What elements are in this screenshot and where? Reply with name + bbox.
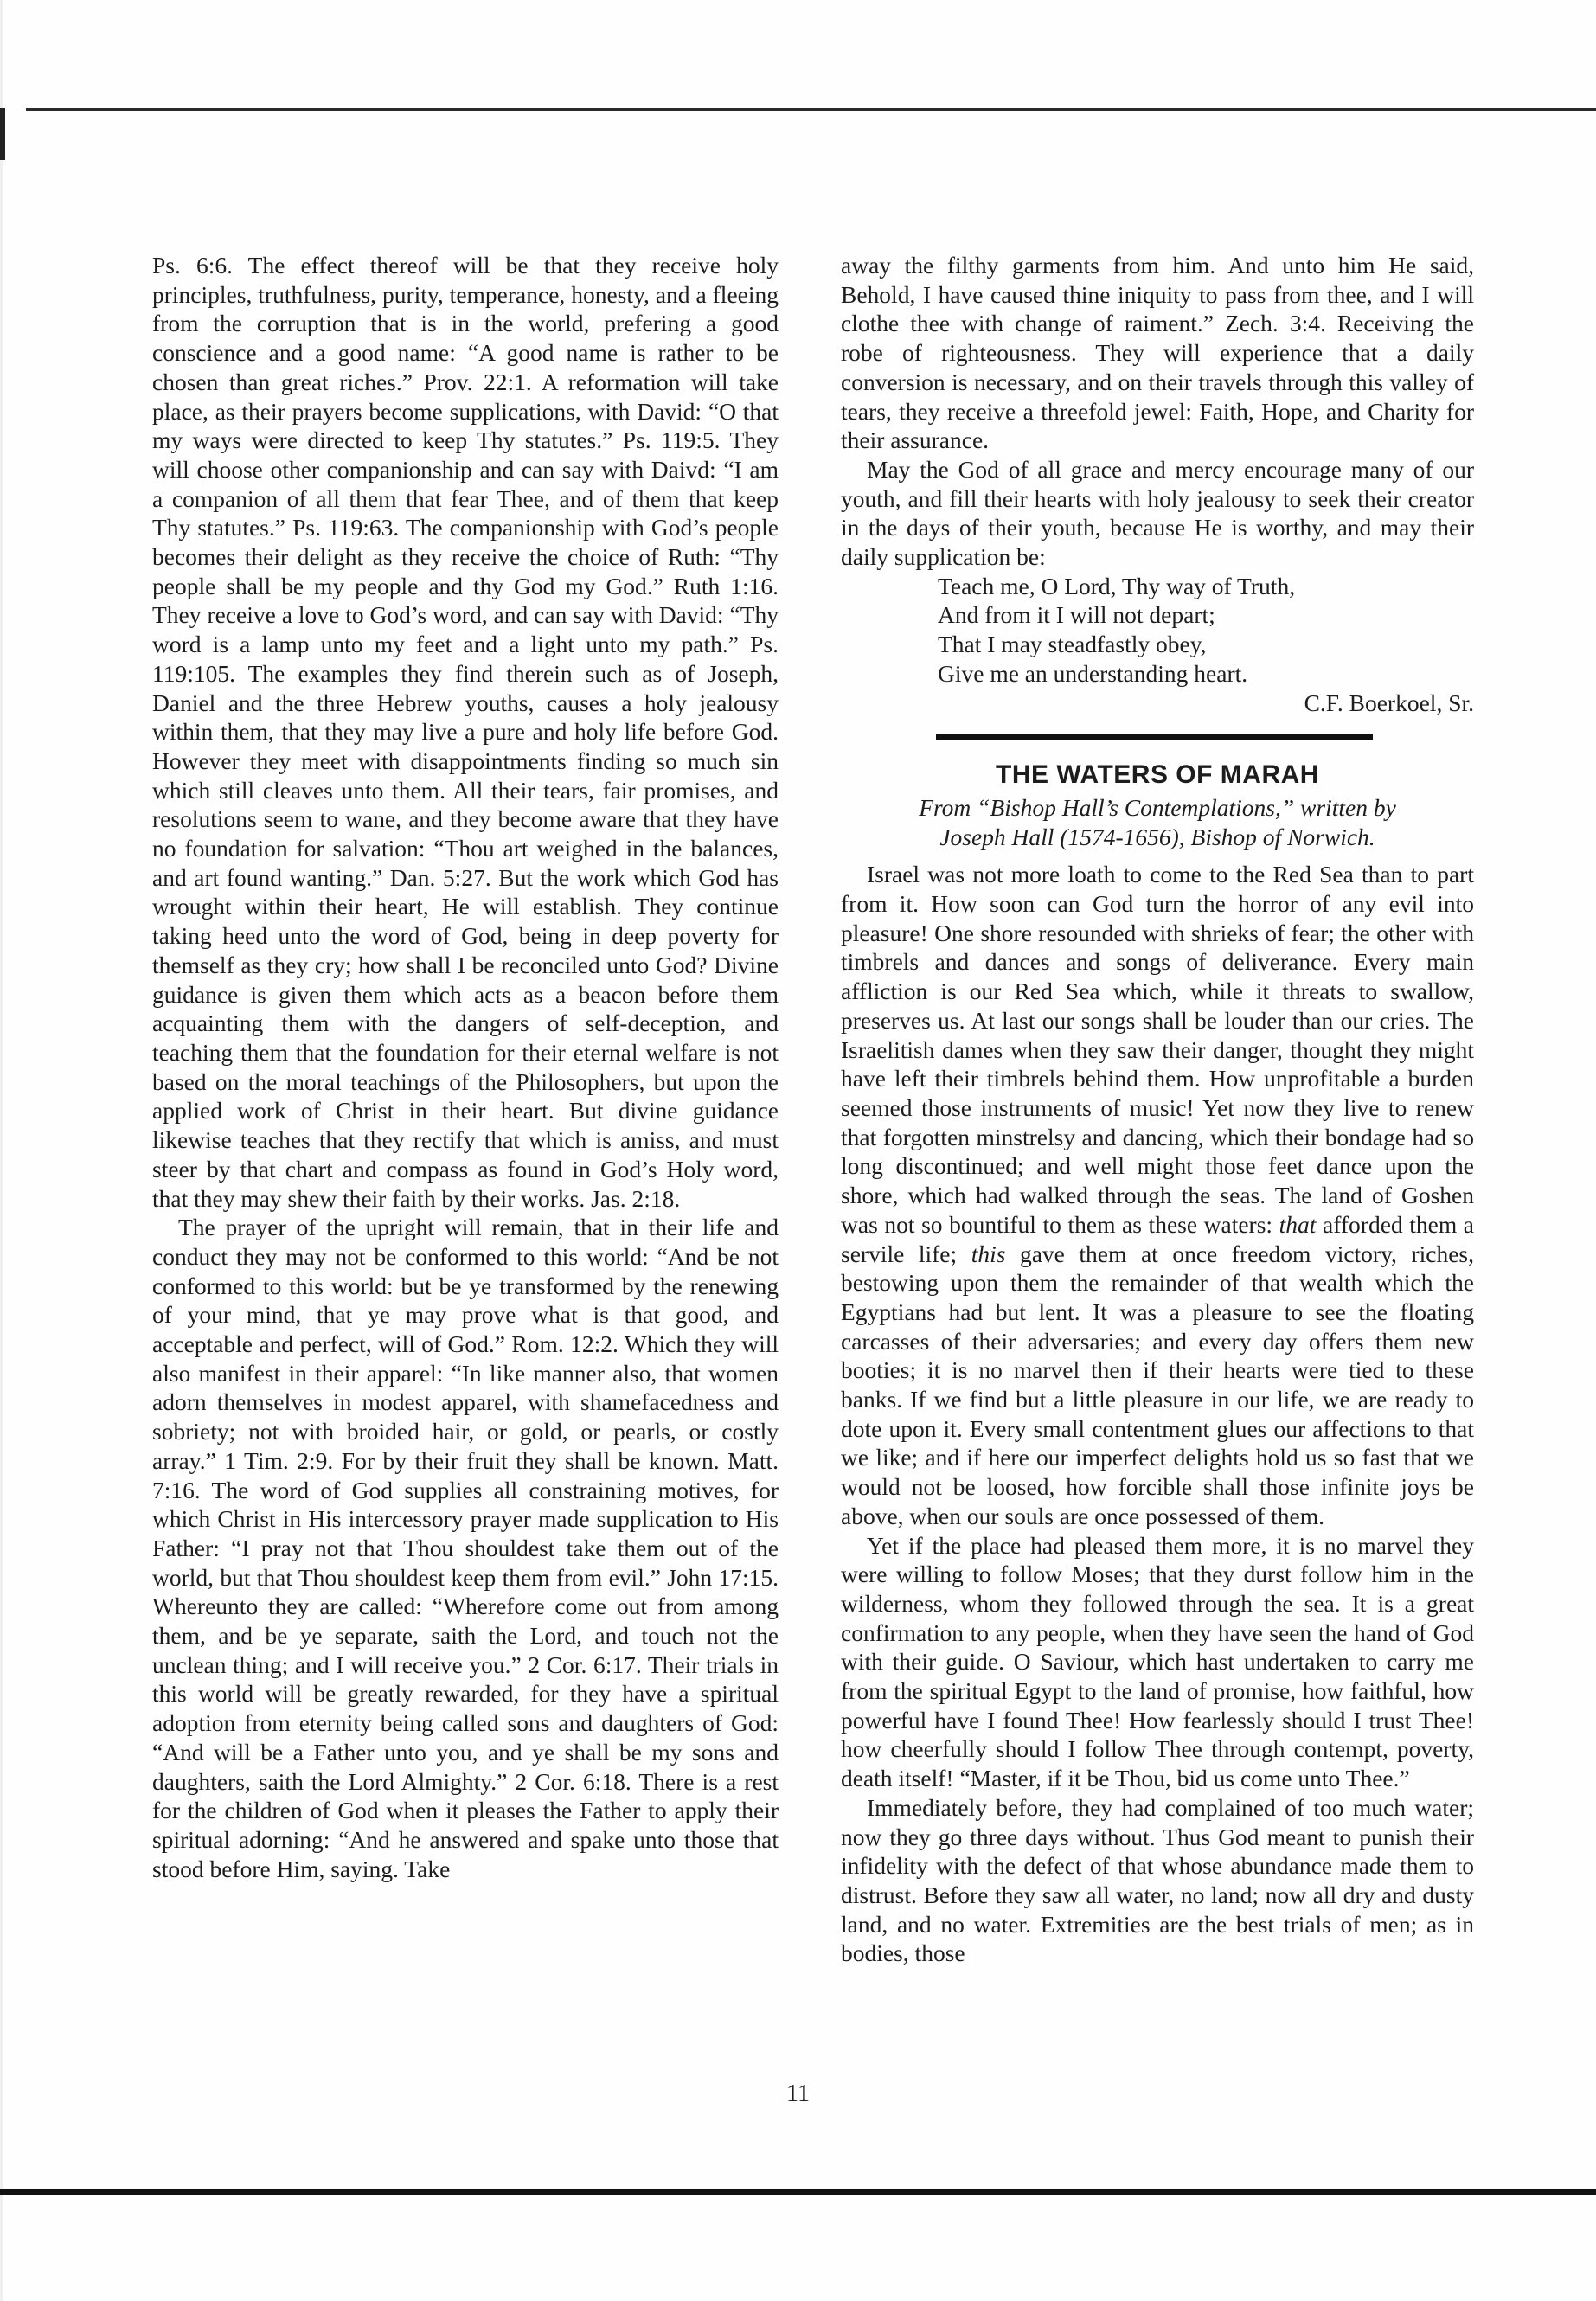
left-paragraph-2: The prayer of the upright will remain, that in their life and conduct they may not be conformed to this world: “And be not conformed to this world: but be ye transformed by the renewing of your mind, that ye may prove what is that good, and acceptable and perfect, will of God.” Rom. 12:2. Which they will also manifest in their apparel: “In like manner also, that women adorn themselves in modest apparel, with shamefacedness and sobriety; not with broided hair, or gold, or pearls, or costly array.” 1 Tim. 2:9. For by their fruit they shall be known. Matt. 7:16. The word of God supplies all constraining motives, for which Christ in His intercessory prayer made supplication to His Father: “I pray not that Thou shouldest take them out of the world, but that Thou shouldest keep them from evil.” John 17:15. Whereunto they are called: “Wherefore come out from among them, and be ye separate, saith the Lord, and touch not the unclean thing; and I will receive you.” 2 Cor. 6:17. Their trials in this world will be greatly rewarded, for they have a spiritual adoption from eternity being called sons and daughters of God: “And will be a Father unto you, and ye shall be my sons and daughters, saith the Lord Almighty.” 2 Cor. 6:18. There is a rest for the children of God when it pleases the Father to apply their spiritual adorning: “And he answered and spake unto those that stood before Him, saying. Take	[152, 1214, 779, 1882]
subtitle-line-1: From “Bishop Hall’s Contemplations,” written by	[919, 793, 1396, 821]
article-paragraph-3: Immediately before, they had complained of too much water; now they go three days without. Thus God meant to punish their infidelity with the defect of that whose abundance made them to distrust. Before they saw all water, no land; now all dry and dusty land, and no water. Extremities are the best trials of men; as in bodies, those	[841, 1793, 1474, 1967]
article-subtitle	[841, 793, 1474, 851]
verse-line: And from it I will not depart;	[938, 601, 1215, 629]
scan-edge	[0, 0, 3, 2301]
article-paragraph-2: Yet if the place had pleased them more, it is no marvel they were willing to follow Moses; that they durst follow him in the wilderness, whom they followed through the sea. It is a great confirmation to any people, when they have seen the hand of God with their guide. O Saviour, which hast undertaken to carry me from the spiritual Egypt to the land of promise, how faithful, how powerful have I found Thee! How fearlessly should I trust Thee! how cheerfully should I follow Thee through contempt, poverty, death itself! “Master, if it be Thou, bid us come unto Thee.”	[841, 1531, 1474, 1792]
article-p1-emphasis-that: that	[1279, 1210, 1317, 1238]
left-paragraph-1: Ps. 6:6. The effect thereof will be that they receive holy principles, truthfulness, purity, temperance, honesty, and a fleeing from the corruption that is in the world, prefering a good conscience and a good name: “A good name is rather to be chosen than great riches.” Prov. 22:1. A reformation will take place, as their prayers become supplications, with David: “O that my ways were directed to keep Thy statutes.” Ps. 119:5. They will choose other companionship and can say with Daivd: “I am a companion of all them that fear Thee, and of them that keep Thy statutes.” Ps. 119:63. The companionship with God’s people becomes their delight as they receive the choice of Ruth: “Thy people shall be my people and thy God my God.” Ruth 1:16. They receive a love to God’s word, and can say with David: “Thy word is a lamp unto my feet and a light unto my path.” Ps. 119:105. The examples they find therein such as of Joseph, Daniel and the three Hebrew youths, causes a holy jealousy within them, that they may live a pure and holy life before God. However they meet with disappointments finding so much sin which still cleaves unto them. All their tears, fair promises, and resolutions seem to wane, and they become aware that they have no foundation for salvation: “Thou art weighed in the balances, and art found wanting.” Dan. 5:27. But the work which God has wrought within their heart, He will establish. They continue taking heed unto the word of God, being in deep poverty for themself as they cry; how shall I be reconciled unto God? Divine guidance is given them which acts as a beacon before them acquainting them with the dangers of self-deception, and teaching them that the foundation for their eternal welfare is not based on the moral teachings of the Philosophers, but upon the applied work of Christ in their heart. But divine guidance likewise teaches that they rectify that which is amiss, and must steer by that chart and compass as found in God’s Holy word, that they may shew their faith by their works. Jas. 2:18.	[152, 252, 779, 1212]
scan-top-border	[26, 108, 1596, 111]
article-paragraph-1	[841, 860, 1474, 1530]
right-paragraph-1: away the filthy garments from him. And unto him He said, Behold, I have caused thine iniquity to pass from thee, and I will clothe thee with change of raiment.” Zech. 3:4. Receiving the robe of righteousness. They will experience that a daily conversion is necessary, and on their travels through this valley of tears, they receive a threefold jewel: Faith, Hope, and Charity for their assurance.	[841, 252, 1474, 454]
scan-edge-mark	[0, 108, 5, 160]
verse-block	[938, 572, 1474, 689]
right-paragraph-2: May the God of all grace and mercy encourage many of our youth, and fill their hearts with holy jealousy to seek their creator in the days of their youth, because He is worthy, and may their daily supplication be:	[841, 455, 1474, 571]
section-divider	[936, 734, 1373, 740]
article-p1-part-c: gave them at once freedom victory, riches, bestowing upon them the remainder of that wealth which the Egyptians had but lent. It was a pleasure to see the floating carcasses of their adversaries; and every day offers them new booties; it is no marvel then if their hearts were tied to these banks. If we find but a little pleasure in our life, we are ready to dote upon it. Every small contentment glues our affections to that we like; and if here our imperfect delights hold us so fast that we would not be loosed, how forcible shall those infinite joys be above, when our souls are once possessed of them.	[841, 1240, 1475, 1529]
right-column	[841, 251, 1474, 1968]
verse-line: Teach me, O Lord, Thy way of Truth,	[938, 572, 1296, 599]
article-p1-emphasis-this: this	[971, 1240, 1006, 1267]
subtitle-line-2: Joseph Hall (1574-1656), Bishop of Norwich.	[939, 823, 1375, 850]
left-column	[152, 251, 779, 1883]
article-p1-part-a: Israel was not more loath to come to the Red Sea than to part from it. How soon can God turn the horror of any evil into pleasure! One shore resounded with shrieks of fear; the other with timbrels and dances and songs of deliverance. Every main affliction is our Red Sea which, while it threats to swallow, preserves us. At last our songs shall be louder than our cries. The Israelitish dames when they saw their danger, thought they might have left their timbrels behind them. How unprofitable a burden seemed those instruments of music! Yet now they live to renew that forgotten minstrelsy and dancing, which their bondage had so long discontinued; and well might those feet dance upon the shore, which had walked through the seas. The land of Goshen was not so bountiful to them as these waters:	[841, 861, 1474, 1238]
scan-bottom-border	[0, 2189, 1596, 2195]
article-title: THE WATERS OF MARAH	[996, 760, 1319, 790]
page-number: 11	[786, 2080, 810, 2107]
verse-line: That I may steadfastly obey,	[938, 631, 1207, 658]
article-p1-part-b: afforded them a servile life;	[841, 1210, 1475, 1267]
author-signature: C.F. Boerkoel, Sr.	[1304, 689, 1474, 716]
verse-line: Give me an understanding heart.	[938, 659, 1248, 687]
